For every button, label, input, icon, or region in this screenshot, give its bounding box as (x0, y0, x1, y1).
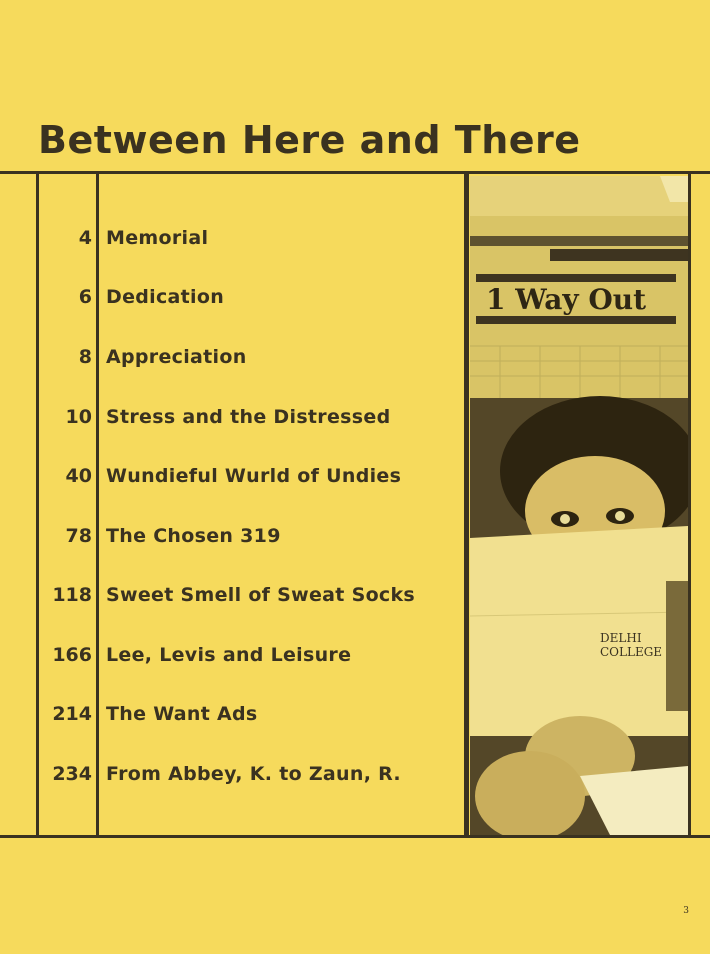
page-number: 3 (683, 906, 689, 916)
toc-page-number: 118 (52, 584, 92, 606)
toc-section-title: From Abbey, K. to Zaun, R. (106, 763, 401, 785)
toc-section-title: The Want Ads (106, 703, 258, 725)
toc-page-number: 214 (52, 703, 92, 725)
photo-illustration (470, 176, 688, 835)
toc-section-title: Wundieful Wurld of Undies (106, 465, 402, 487)
toc-page-number: 4 (78, 227, 92, 249)
toc-section-title: Appreciation (106, 346, 247, 368)
toc-section-title: Dedication (106, 286, 225, 308)
number-column-rule (96, 171, 99, 838)
toc-section-title: Sweet Smell of Sweat Socks (106, 584, 416, 606)
envelope-text-line1: DELHI (600, 631, 642, 645)
toc-page-number: 234 (52, 763, 92, 785)
toc-page-number: 10 (65, 406, 92, 428)
toc-section-title: The Chosen 319 (106, 525, 281, 547)
bottom-rule (0, 835, 710, 838)
page-title: Between Here and There (38, 118, 581, 162)
photo-right-rule (688, 171, 691, 838)
left-border-rule (36, 171, 39, 838)
toc-page-number: 40 (65, 465, 92, 487)
envelope-text-line2: COLLEGE (600, 645, 663, 659)
envelope-shape (470, 526, 688, 736)
toc-section-title: Memorial (106, 227, 209, 249)
top-rule (0, 171, 710, 174)
toc-page-number: 166 (52, 644, 92, 666)
toc-section-title: Lee, Levis and Leisure (106, 644, 352, 666)
toc-page-number: 8 (78, 346, 92, 368)
toc-page-number: 78 (65, 525, 92, 547)
photo-left-rule (464, 171, 469, 838)
toc-section-title: Stress and the Distressed (106, 406, 391, 428)
sign-text: 1 Way Out (486, 283, 647, 316)
toc-page-number: 6 (78, 286, 92, 308)
photo-panel (470, 176, 688, 835)
